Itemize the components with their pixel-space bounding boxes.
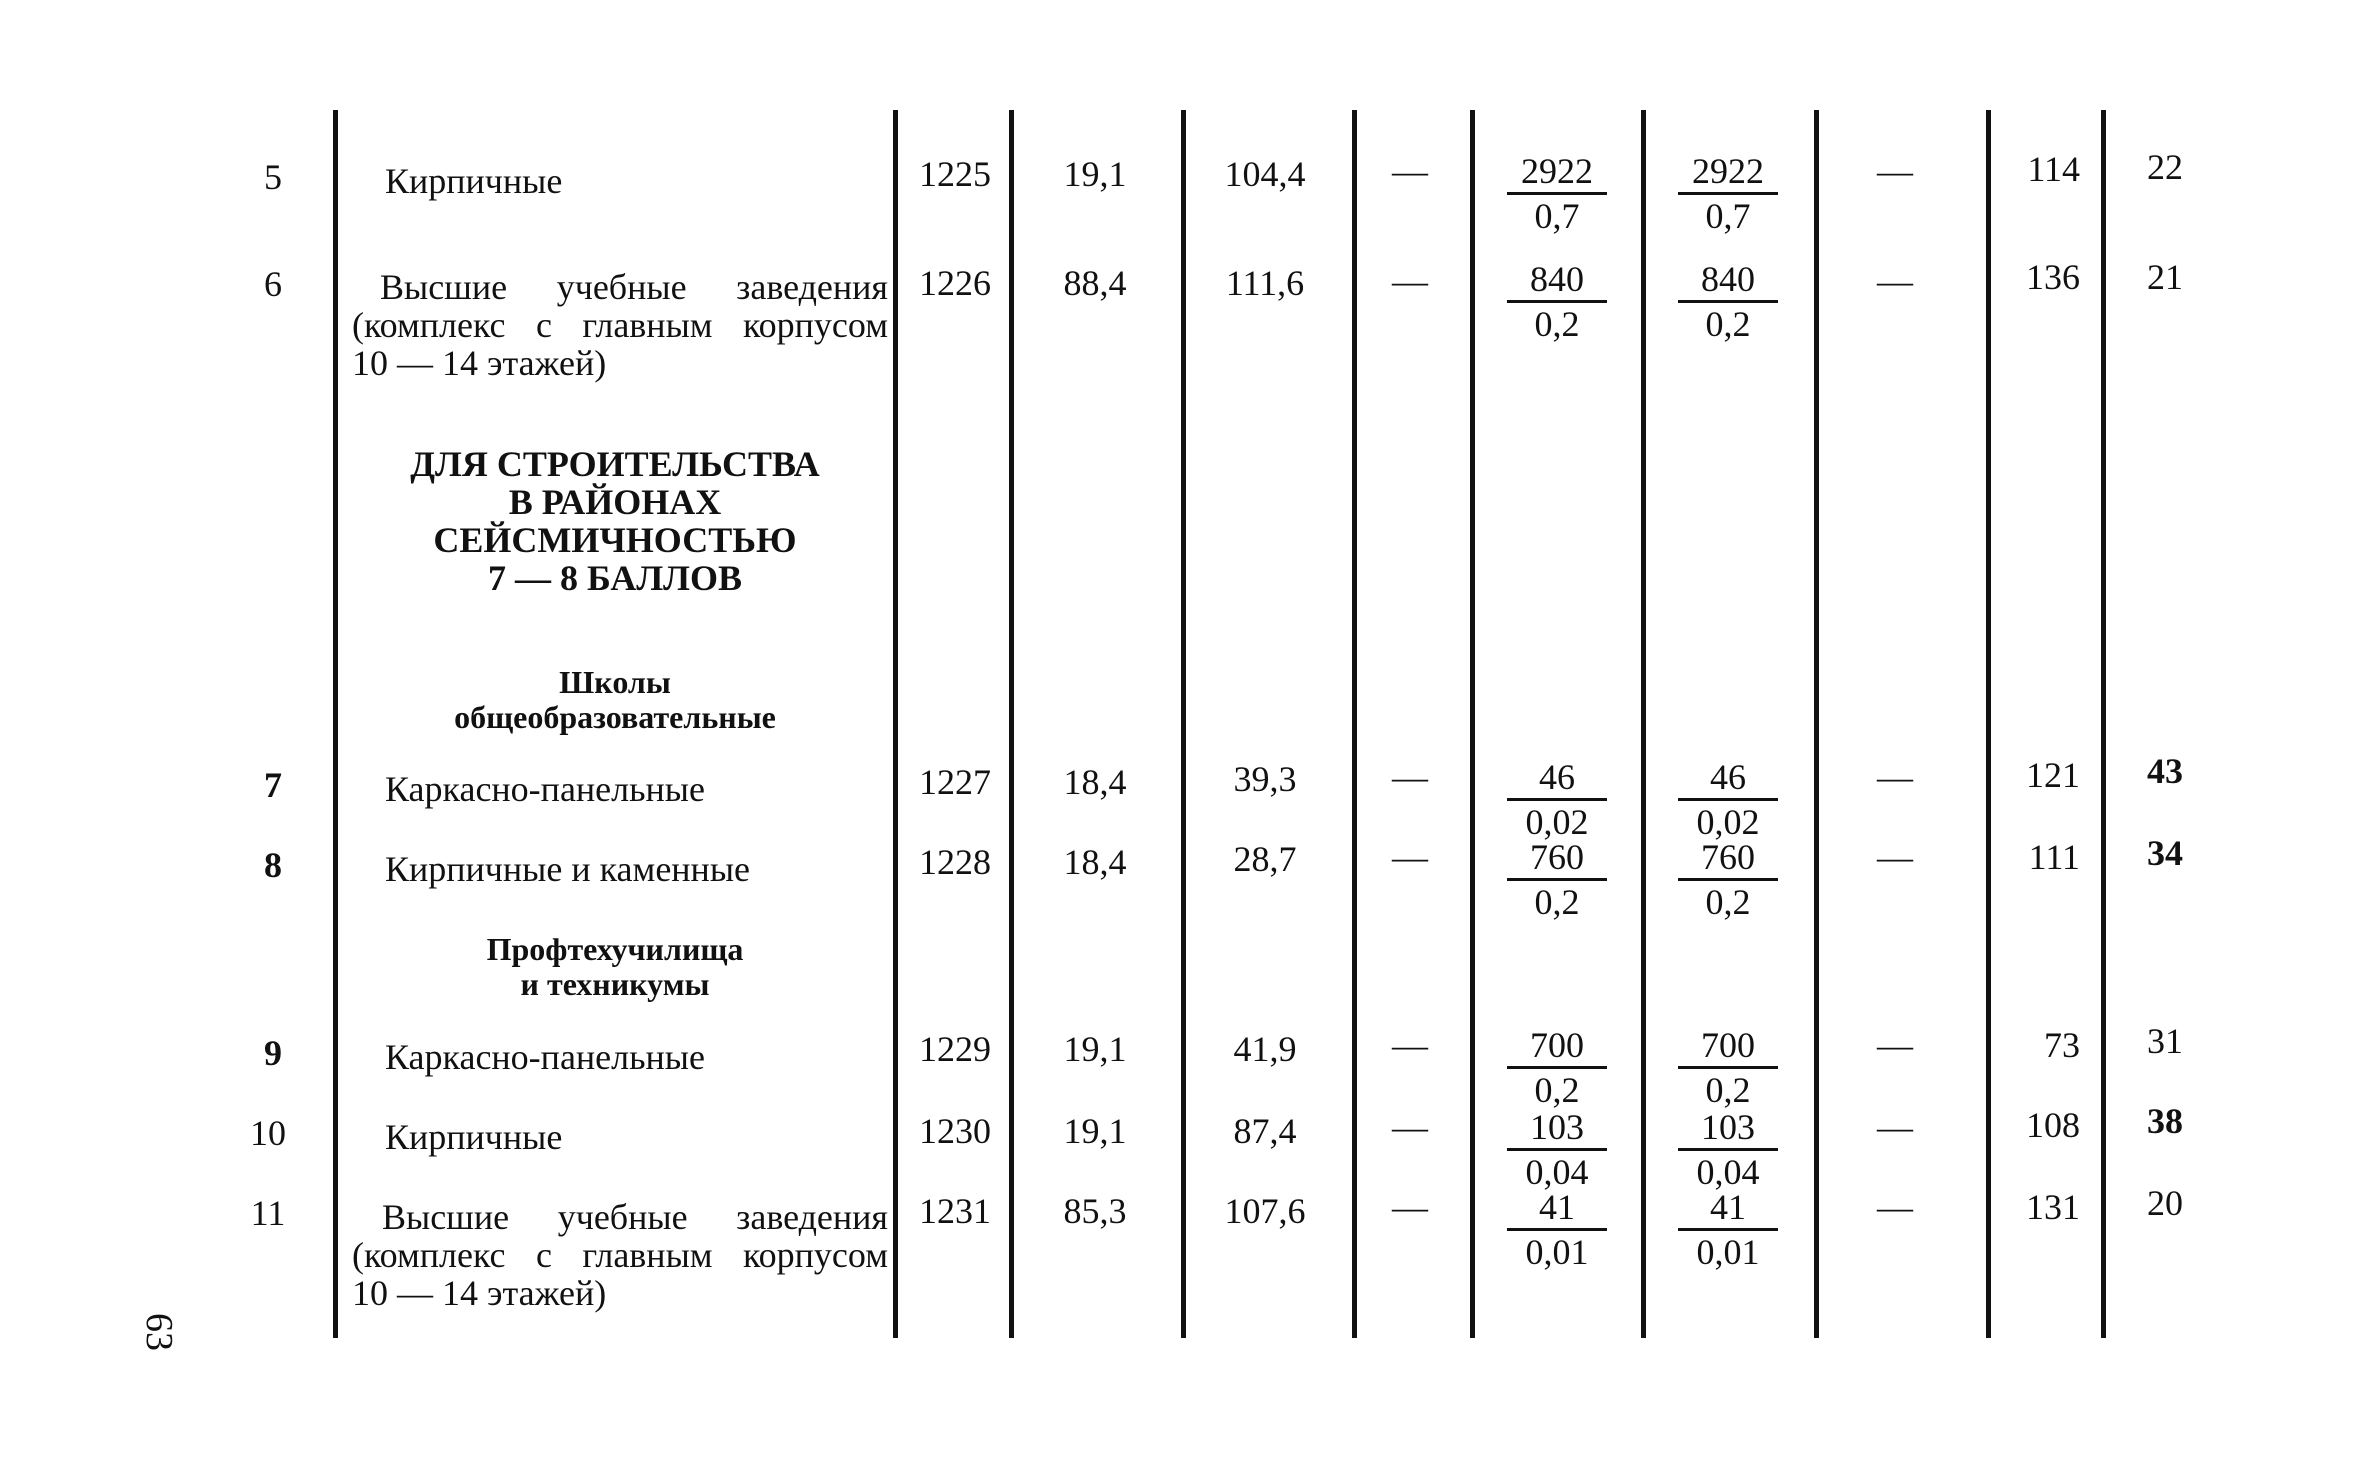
fraction xyxy=(1678,1108,1778,1191)
row-dash: — xyxy=(1392,837,1428,877)
row-dash: — xyxy=(1877,261,1913,301)
row-name-continued: (комплекс с главным корпусом xyxy=(352,1235,888,1275)
page-number: 63 xyxy=(138,1313,180,1351)
row-code: 1226 xyxy=(919,263,991,303)
fraction xyxy=(1678,758,1778,841)
fraction-numerator: 103 xyxy=(1678,1108,1778,1151)
fraction-denominator: 0,02 xyxy=(1696,802,1760,842)
row-dash: — xyxy=(1877,1025,1913,1065)
row-value: 85,3 xyxy=(1063,1191,1127,1231)
row-value: 38 xyxy=(2147,1101,2183,1141)
fraction xyxy=(1507,838,1607,921)
row-value: 31 xyxy=(2147,1021,2183,1061)
fraction-numerator: 41 xyxy=(1507,1188,1607,1231)
fraction-denominator: 0,01 xyxy=(1696,1232,1760,1272)
row-name: Высшие учебные заведения xyxy=(380,267,888,307)
row-dash: — xyxy=(1877,1187,1913,1227)
row-number: 7 xyxy=(264,765,282,805)
row-value: 18,4 xyxy=(1063,762,1127,802)
row-dash: — xyxy=(1392,261,1428,301)
row-value: 111,6 xyxy=(1225,263,1305,303)
row-code: 1228 xyxy=(919,842,991,882)
fraction-numerator: 2922 xyxy=(1678,152,1778,195)
fraction-denominator: 0,2 xyxy=(1534,882,1580,922)
fraction xyxy=(1678,152,1778,235)
fraction-numerator: 2922 xyxy=(1507,152,1607,195)
row-value: 87,4 xyxy=(1233,1111,1297,1151)
row-value: 136 xyxy=(2026,257,2080,297)
row-value: 19,1 xyxy=(1063,1029,1127,1069)
subheading-line: Школы xyxy=(559,664,671,700)
column-rule xyxy=(1814,110,1819,1338)
fraction xyxy=(1507,1188,1607,1271)
row-value: 108 xyxy=(2026,1105,2080,1145)
row-dash: — xyxy=(1392,1107,1428,1147)
fraction-numerator: 41 xyxy=(1678,1188,1778,1231)
row-value: 19,1 xyxy=(1063,1111,1127,1151)
row-dash: — xyxy=(1392,151,1428,191)
fraction xyxy=(1507,1026,1607,1109)
row-value: 107,6 xyxy=(1224,1191,1306,1231)
row-dash: — xyxy=(1392,1025,1428,1065)
column-rule xyxy=(1470,110,1475,1338)
fraction-denominator: 0,2 xyxy=(1705,882,1751,922)
section-heading xyxy=(345,445,885,597)
fraction-numerator: 760 xyxy=(1678,838,1778,881)
row-name: Каркасно-панельные xyxy=(385,769,705,809)
row-value: 18,4 xyxy=(1063,842,1127,882)
row-value: 114 xyxy=(2027,149,2080,189)
row-code: 1225 xyxy=(919,154,991,194)
row-value: 41,9 xyxy=(1233,1029,1297,1069)
fraction xyxy=(1507,152,1607,235)
row-dash: — xyxy=(1877,757,1913,797)
fraction-denominator: 0,2 xyxy=(1534,1070,1580,1110)
column-rule xyxy=(333,110,338,1338)
column-rule xyxy=(1352,110,1357,1338)
column-rule xyxy=(893,110,898,1338)
row-number: 10 xyxy=(250,1113,286,1153)
row-dash: — xyxy=(1877,151,1913,191)
row-value: 111 xyxy=(2028,837,2080,877)
subheading-line: и техникумы xyxy=(520,966,710,1002)
row-value: 88,4 xyxy=(1063,263,1127,303)
row-number: 5 xyxy=(264,157,282,197)
row-code: 1231 xyxy=(919,1191,991,1231)
row-name: Кирпичные xyxy=(385,1117,563,1157)
fraction-denominator: 0,02 xyxy=(1525,802,1589,842)
row-number: 6 xyxy=(264,264,282,304)
fraction xyxy=(1678,1188,1778,1271)
fraction-denominator: 0,01 xyxy=(1525,1232,1589,1272)
fraction-numerator: 46 xyxy=(1678,758,1778,801)
fraction-denominator: 0,7 xyxy=(1705,196,1751,236)
row-name: Высшие учебные заведения xyxy=(382,1197,888,1237)
section-heading-line: СЕЙСМИЧНОСТЬЮ xyxy=(433,520,797,560)
fraction-denominator: 0,2 xyxy=(1534,304,1580,344)
row-name: Кирпичные и каменные xyxy=(385,849,750,889)
fraction xyxy=(1507,758,1607,841)
subheading-line: Профтехучилища xyxy=(486,931,744,967)
fraction-numerator: 700 xyxy=(1507,1026,1607,1069)
row-dash: — xyxy=(1392,1187,1428,1227)
fraction-denominator: 0,04 xyxy=(1525,1152,1589,1192)
fraction-denominator: 0,2 xyxy=(1705,304,1751,344)
row-number: 8 xyxy=(264,845,282,885)
fraction-numerator: 46 xyxy=(1507,758,1607,801)
row-value: 34 xyxy=(2147,833,2183,873)
row-name-continued: 10 — 14 этажей) xyxy=(352,343,607,383)
column-rule xyxy=(1009,110,1014,1338)
row-name: Кирпичные xyxy=(385,161,563,201)
subheading-schools xyxy=(345,665,885,735)
subheading-line: общеобразовательные xyxy=(454,699,776,735)
subheading-prof xyxy=(345,932,885,1002)
fraction-numerator: 760 xyxy=(1507,838,1607,881)
row-value: 22 xyxy=(2147,147,2183,187)
row-value: 19,1 xyxy=(1063,154,1127,194)
row-code: 1227 xyxy=(919,762,991,802)
fraction-numerator: 700 xyxy=(1678,1026,1778,1069)
column-rule xyxy=(2101,110,2106,1338)
row-dash: — xyxy=(1877,837,1913,877)
row-value: 121 xyxy=(2026,755,2080,795)
fraction-denominator: 0,2 xyxy=(1705,1070,1751,1110)
row-value: 43 xyxy=(2147,751,2183,791)
fraction xyxy=(1678,1026,1778,1109)
row-value: 39,3 xyxy=(1233,759,1297,799)
section-heading-line: 7 — 8 БАЛЛОВ xyxy=(488,558,742,598)
row-number: 9 xyxy=(264,1033,282,1073)
fraction xyxy=(1507,1108,1607,1191)
column-rule xyxy=(1641,110,1646,1338)
row-name: Каркасно-панельные xyxy=(385,1037,705,1077)
row-name-continued: 10 — 14 этажей) xyxy=(352,1273,607,1313)
fraction-numerator: 840 xyxy=(1678,260,1778,303)
row-value: 20 xyxy=(2147,1183,2183,1223)
row-value: 21 xyxy=(2147,257,2183,297)
row-code: 1230 xyxy=(919,1111,991,1151)
row-value: 73 xyxy=(2044,1025,2080,1065)
fraction-numerator: 103 xyxy=(1507,1108,1607,1151)
section-heading-line: В РАЙОНАХ xyxy=(508,482,722,522)
row-dash: — xyxy=(1877,1107,1913,1147)
section-heading-line: ДЛЯ СТРОИТЕЛЬСТВА xyxy=(410,444,820,484)
column-rule xyxy=(1181,110,1186,1338)
row-number: 11 xyxy=(250,1193,286,1233)
row-name-continued: (комплекс с главным корпусом xyxy=(352,305,888,345)
fraction xyxy=(1678,260,1778,343)
fraction xyxy=(1678,838,1778,921)
row-code: 1229 xyxy=(919,1029,991,1069)
fraction-numerator: 840 xyxy=(1507,260,1607,303)
row-value: 104,4 xyxy=(1224,154,1306,194)
fraction-denominator: 0,7 xyxy=(1534,196,1580,236)
fraction-denominator: 0,04 xyxy=(1696,1152,1760,1192)
row-value: 28,7 xyxy=(1233,839,1297,879)
row-value: 131 xyxy=(2026,1187,2080,1227)
row-dash: — xyxy=(1392,757,1428,797)
fraction xyxy=(1507,260,1607,343)
